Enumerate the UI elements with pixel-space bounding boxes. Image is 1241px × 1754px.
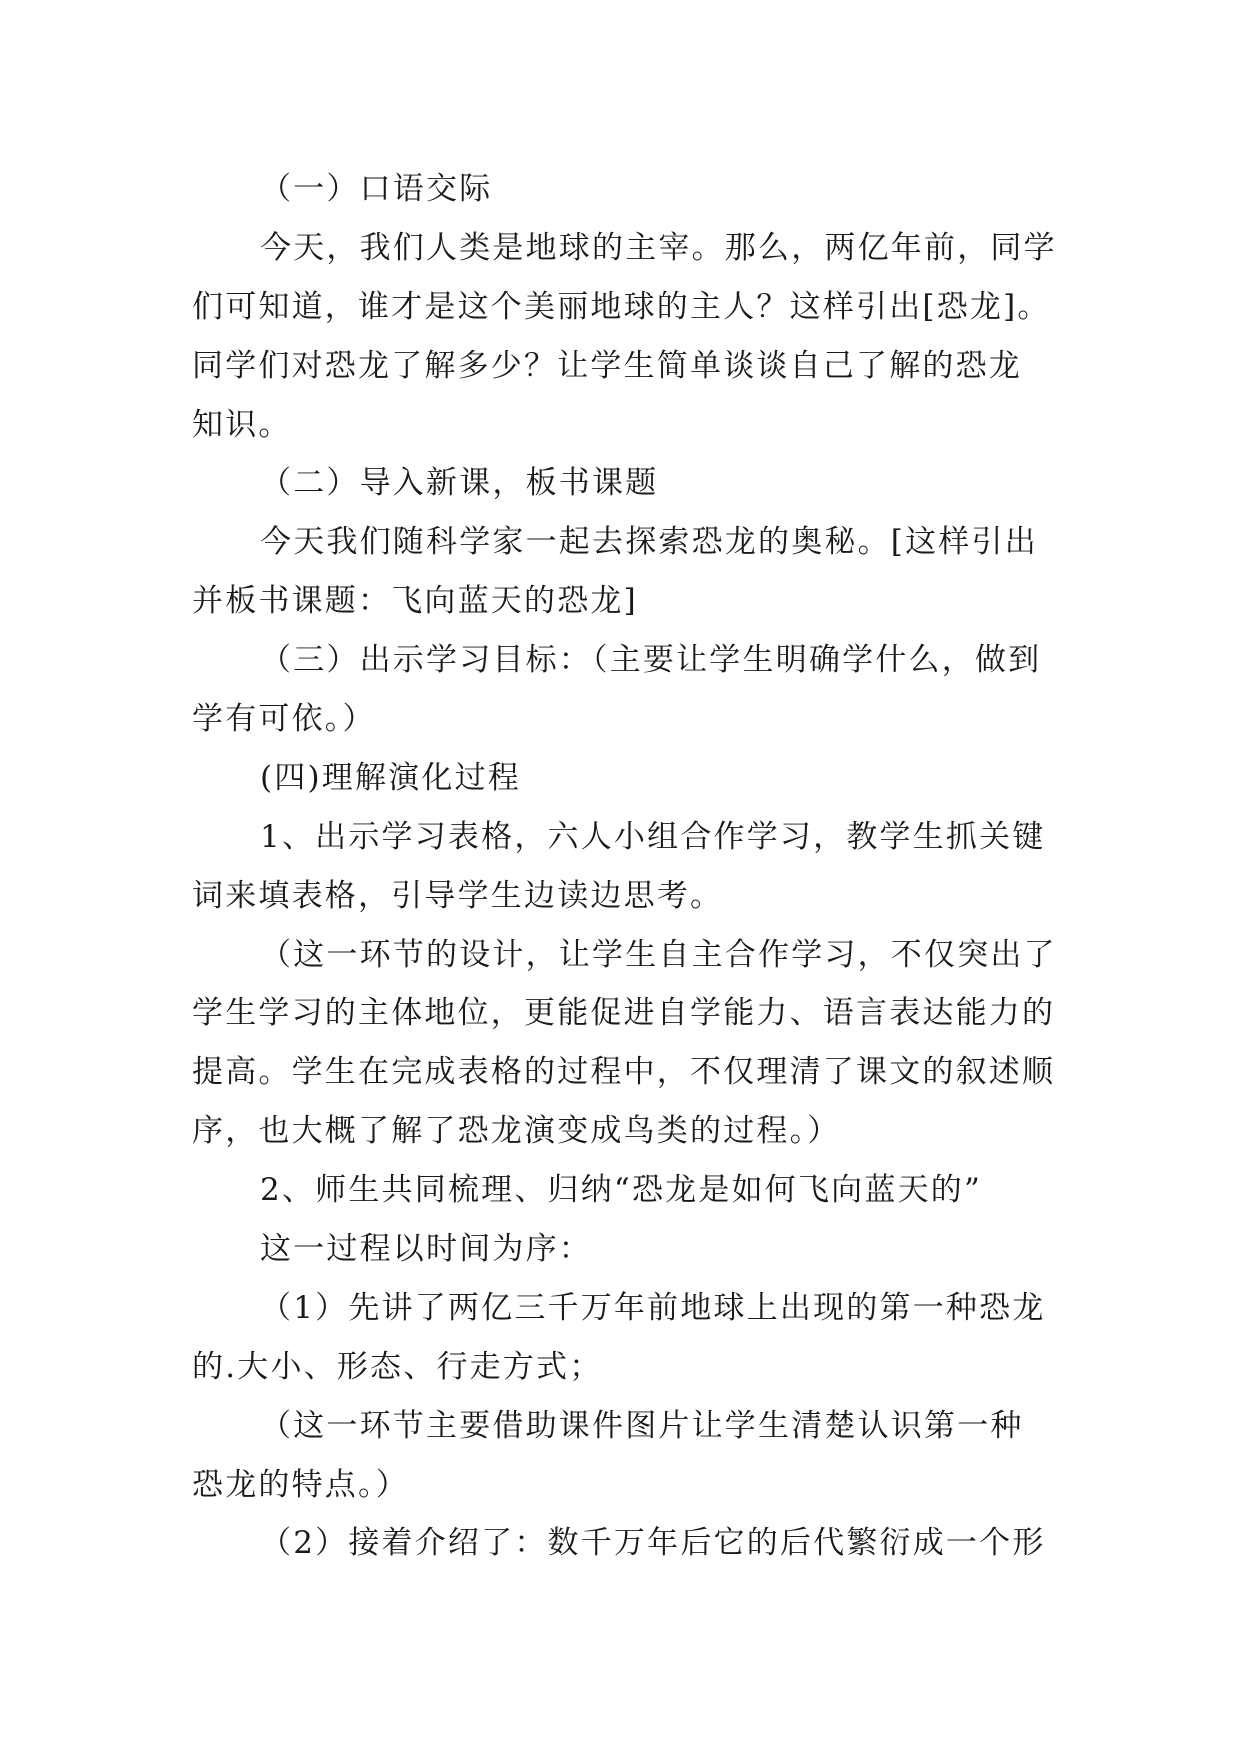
paragraph-line: 今天我们随科学家一起去探索恐龙的奥秘。[这样引出 — [260, 524, 1038, 561]
note-line: 学生学习的主体地位，更能促进自学能力、语言表达能力的 — [192, 995, 1056, 1032]
list-item-line: 词来填表格，引导学生边读边思考。 — [192, 877, 724, 914]
list-item-line: （1）先讲了两亿三千万年前地球上出现的第一种恐龙 — [260, 1289, 1046, 1326]
section-heading-evolution-process: (四)理解演化过程 — [260, 759, 521, 796]
section-heading-learning-goals: （三）出示学习目标：（主要让学生明确学什么，做到 — [260, 642, 1042, 679]
list-item-line: 的.大小、形态、行走方式； — [192, 1348, 603, 1385]
paragraph-line: 并板书课题：飞向蓝天的恐龙] — [192, 583, 638, 620]
list-item-line: （2）接着介绍了：数千万年后它的后代繁衍成一个形 — [260, 1525, 1046, 1562]
list-item-line: 2、师生共同梳理、归纳“恐龙是如何飞向蓝天的” — [260, 1172, 983, 1209]
section-heading-oral-communication: （一）口语交际 — [260, 171, 493, 207]
note-line: 恐龙的特点。） — [192, 1466, 409, 1503]
section-heading-new-lesson: （二）导入新课，板书课题 — [260, 465, 659, 502]
paragraph-line: 今天，我们人类是地球的主宰。那么，两亿年前，同学 — [260, 229, 1057, 266]
note-line: （这一环节的设计，让学生自主合作学习，不仅突出了 — [260, 936, 1057, 973]
paragraph-line: 同学们对恐龙了解多少？让学生简单谈谈自己了解的恐龙 — [192, 347, 1022, 384]
paragraph-line: 学有可依。） — [192, 701, 376, 738]
note-line: 序，也大概了解了恐龙演变成鸟类的过程。） — [192, 1113, 841, 1150]
document-body — [192, 160, 1062, 1573]
paragraph-line: 们可知道，谁才是这个美丽地球的主人？这样引出[恐龙]。 — [192, 288, 1051, 325]
paragraph-line: 知识。 — [192, 406, 292, 443]
paragraph-line: 这一过程以时间为序： — [260, 1231, 592, 1268]
note-line: （这一环节主要借助课件图片让学生清楚认识第一种 — [260, 1407, 1024, 1444]
list-item-line: 1、出示学习表格，六人小组合作学习，教学生抓关键 — [260, 818, 1046, 855]
note-line: 提高。学生在完成表格的过程中，不仅理清了课文的叙述顺 — [192, 1054, 1056, 1091]
